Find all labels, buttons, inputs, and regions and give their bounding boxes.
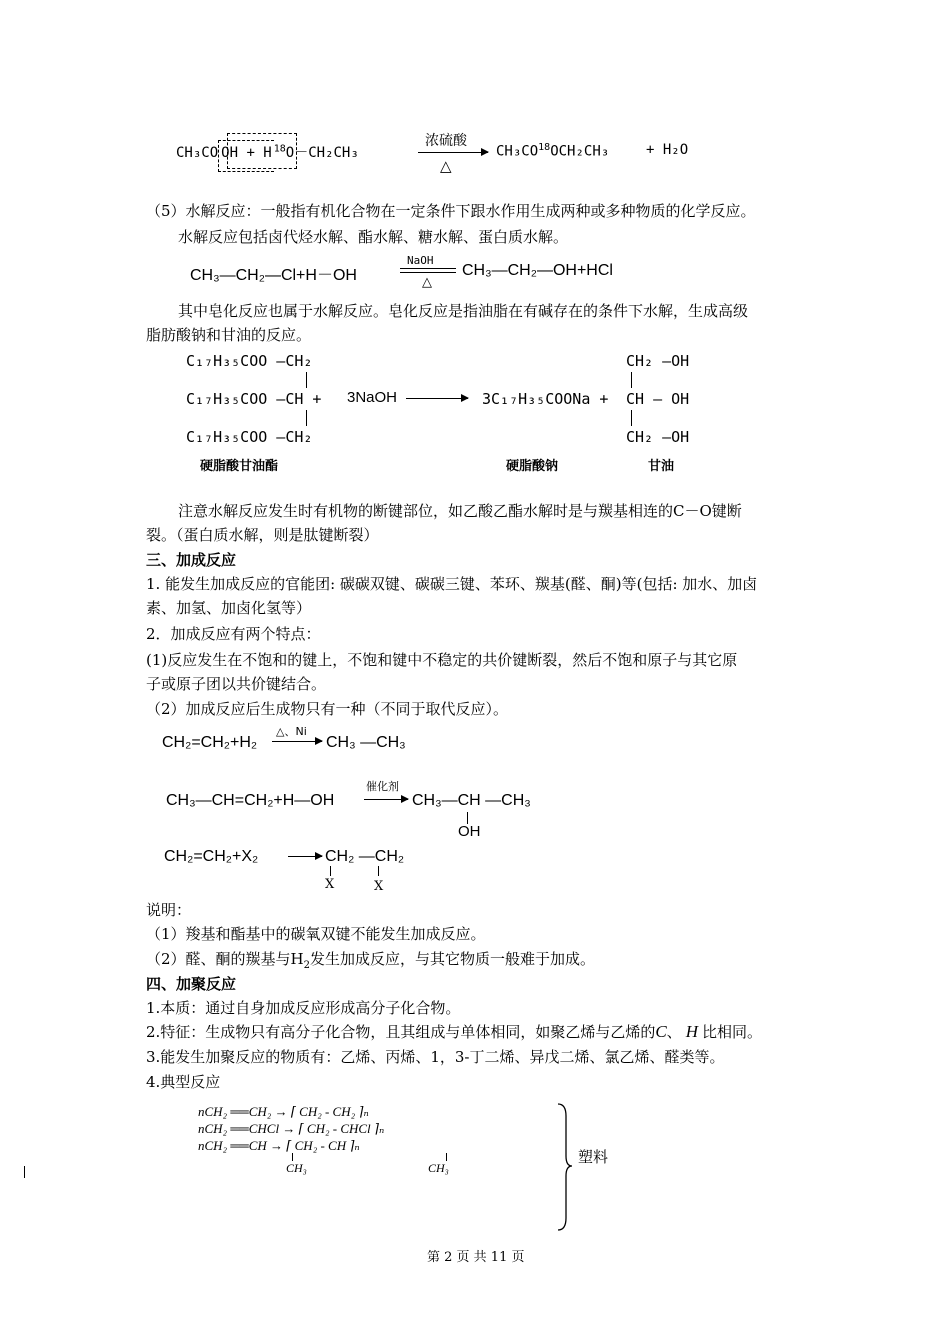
poly-p2: 2.特征：生成物只有高分子化合物，且其组成与单体相同，如聚乙烯与乙烯的C、 H 比相同。 xyxy=(146,1022,762,1041)
esterification-lhs: CH₃CO OH + H $^{18}$O－CH₂CH₃ xyxy=(176,142,359,162)
bond-line xyxy=(306,410,307,426)
reaction-arrow xyxy=(272,741,322,742)
addition-eq2-rhs: CH₃—CH —CH₃ xyxy=(412,792,531,809)
eq2-condition: 催化剂 xyxy=(366,780,399,793)
addition-p3a: (1)反应发生在不饱和的键上，不饱和键中不稳定的共价键断裂，然后不饱和原子与其它原 xyxy=(146,651,738,669)
water-product: + H₂O xyxy=(646,142,689,158)
bond-break-box xyxy=(227,133,297,169)
glycerol-row-3: CH₂ —OH xyxy=(626,428,690,446)
reaction-arrow xyxy=(364,799,408,800)
label-soap: 硬脂酸钠 xyxy=(506,459,559,474)
fat-row-1: C₁₇H₃₅COO —CH₂ xyxy=(186,352,313,370)
explain-2: （2）醛、酮的羰基与$H_2$发生加成反应，与其它物质一般难于加成。 xyxy=(146,950,596,971)
addition-p1a: 1. 能发生加成反应的官能团: 碳碳双键、碳碳三键、苯环、羰基(醛、酮)等(包括: 加水、加卤 xyxy=(146,575,758,593)
addition-eq2-lhs: CH₃—CH=CH₂+H—OH xyxy=(166,792,335,809)
bond-line xyxy=(631,372,632,388)
bond-line xyxy=(446,1153,447,1161)
reaction-arrow xyxy=(288,856,322,857)
heat-symbol: △ xyxy=(440,157,452,175)
heat-symbol: △ xyxy=(422,275,432,290)
section-heading-polymerization: 四、加聚反应 xyxy=(146,975,237,993)
page-footer: 第 2 页 共 11 页 xyxy=(427,1250,525,1265)
naoh-label: NaOH xyxy=(407,254,434,267)
dashed-box: OH + H xyxy=(218,140,274,172)
fat-row-2: C₁₇H₃₅COO —CH + xyxy=(186,390,322,408)
saponification-line-2: 脂肪酸钠和甘油的反应。 xyxy=(146,326,312,344)
poly-reaction-1: nCH₂ ══CH₂ → ⌈ CH₂ - CH₂ ⌉ₙ xyxy=(198,1104,369,1119)
fat-row-3: C₁₇H₃₅COO —CH₂ xyxy=(186,428,313,446)
methyl-group-2: CH₃ xyxy=(428,1161,449,1175)
halogen-x1: X xyxy=(325,877,335,892)
bond-line xyxy=(292,1153,293,1161)
poly-p1: 1.本质：通过自身加成反应形成高分子化合物。 xyxy=(146,999,461,1017)
eq1-condition: △、Ni xyxy=(276,725,307,738)
soap-product: 3C₁₇H₃₅COONa + xyxy=(482,390,609,408)
reaction-arrow xyxy=(418,152,488,153)
addition-p3b: 子或原子团以共价键结合。 xyxy=(146,675,327,693)
naoh-reagent: 3NaOH xyxy=(347,389,398,406)
addition-eq3-rhs: CH₂ —CH₂ xyxy=(325,848,405,865)
poly-reaction-3: nCH₂ ══CH → ⌈ CH₂ - CH ⌉ₙ xyxy=(198,1138,360,1153)
catalyst-label: 浓硫酸 xyxy=(425,133,467,149)
label-fat: 硬脂酸甘油酯 xyxy=(200,459,279,474)
hydrolysis-types: 水解反应包括卤代烃水解、酯水解、糖水解、蛋白质水解。 xyxy=(178,228,569,246)
methyl-group-1: CH₃ xyxy=(286,1161,307,1175)
note-line-1: 注意水解反应发生时有机物的断键部位，如乙酸乙酯水解时是与羰基相连的C－O键断 xyxy=(178,502,742,520)
addition-eq1-rhs: CH₃ —CH₃ xyxy=(326,734,406,751)
equilibrium-arrow-top xyxy=(400,268,456,269)
label-glycerol: 甘油 xyxy=(648,459,675,474)
esterification-rhs: CH₃CO$^{18}$OCH₂CH₃ xyxy=(496,142,610,160)
plastics-label: 塑料 xyxy=(578,1148,609,1166)
reaction-arrow xyxy=(406,398,468,399)
hydrolysis-eq-rhs: CH₃—CH₂—OH+HCl xyxy=(462,262,613,279)
hydrolysis-definition: （5）水解反应：一般指有机化合物在一定条件下跟水作用生成两种或多种物质的化学反应。 xyxy=(146,202,756,220)
addition-p1b: 素、加氢、加卤化氢等） xyxy=(146,599,312,617)
note-line-2: 裂。（蛋白质水解，则是肽键断裂） xyxy=(146,526,379,544)
margin-mark xyxy=(24,1166,25,1178)
glycerol-row-1: CH₂ —OH xyxy=(626,352,690,370)
halogen-x2: X xyxy=(374,879,384,894)
addition-eq1-lhs: CH₂=CH₂+H₂ xyxy=(162,734,258,751)
addition-p4: （2）加成反应后生成物只有一种（不同于取代反应）。 xyxy=(146,700,509,718)
glycerol-row-2: CH — OH xyxy=(626,390,690,408)
hydroxyl-group: OH xyxy=(458,823,481,840)
bond-line xyxy=(378,866,379,876)
section-heading-addition: 三、加成反应 xyxy=(146,551,237,569)
bond-line xyxy=(631,410,632,426)
explain-1: （1）羧基和酯基中的碳氧双键不能发生加成反应。 xyxy=(146,925,486,943)
explain-label: 说明： xyxy=(146,901,192,919)
right-brace xyxy=(556,1102,576,1232)
addition-p2: 2．加成反应有两个特点： xyxy=(146,625,321,643)
poly-p3: 3.能发生加聚反应的物质有：乙烯、丙烯、1，3-丁二烯、异戊二烯、氯乙烯、醛类等。 xyxy=(146,1048,725,1066)
bond-line xyxy=(306,372,307,388)
hydrolysis-eq-lhs: CH₃—CH₂—Cl+H－OH xyxy=(190,267,357,284)
addition-eq3-lhs: CH₂=CH₂+X₂ xyxy=(164,848,259,865)
poly-p4: 4.典型反应 xyxy=(146,1073,221,1091)
saponification-line-1: 其中皂化反应也属于水解反应。皂化反应是指油脂在有碱存在的条件下水解，生成高级 xyxy=(178,302,749,320)
poly-reaction-2: nCH₂ ══CHCl → ⌈ CH₂ - CHCl ⌉ₙ xyxy=(198,1121,385,1136)
